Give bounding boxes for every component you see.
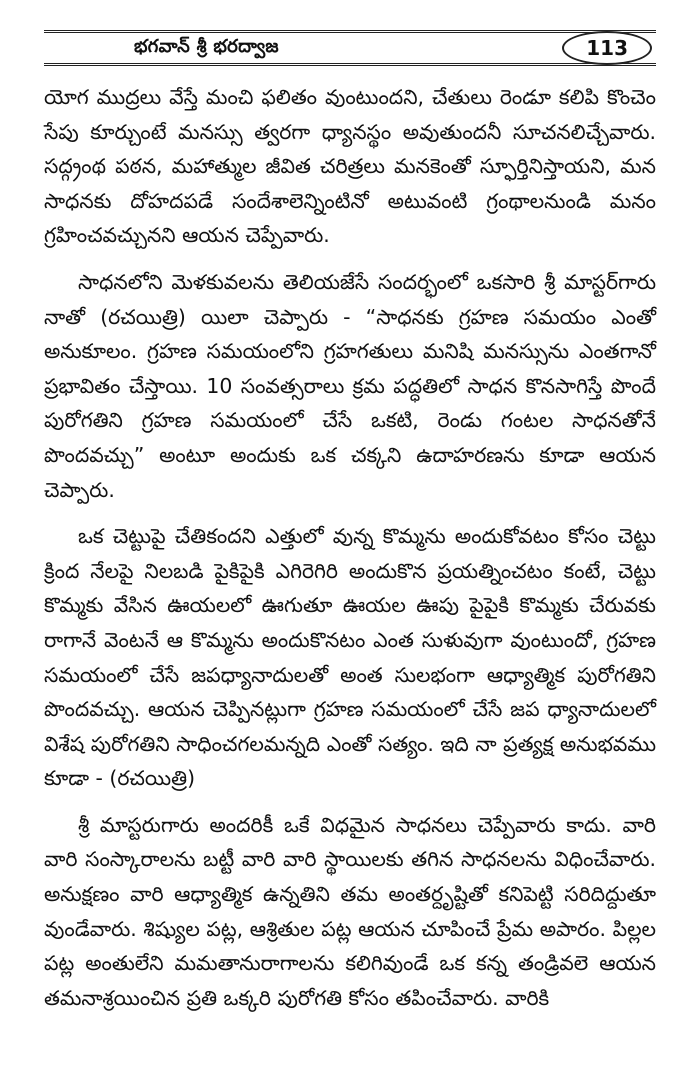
page-header xyxy=(44,30,656,66)
paragraph: శ్రీ మాస్టరుగారు అందరికీ ఒకే విధమైన సాధనలు చెప్పేవారు కాదు. వారి వారి సంస్కారాలను బట్టీ వారి వారి స్థాయిలకు తగిన సాధనలను విధించేవారు. అనుక్షణం వారి ఆధ్యాత్మిక ఉన్నతిని తమ అంతర్దృష్టితో కనిపెట్టి సరిదిద్దుతూ వుండేవారు. శిష్యుల పట్ల, ఆశ్రితుల పట్ల ఆయన చూపించే ప్రేమ అపారం. పిల్లల పట్ల అంతులేని మమతానురాగాలను కలిగివుండే ఒక కన్న తండ్రివలె ఆయన తమనాశ్రయించిన ప్రతి ఒక్కరి పురోగతి కోసం తపించేవారు. వారికి xyxy=(44,812,656,1010)
running-title: భగవాన్ శ్రీ భరద్వాజ xyxy=(134,36,279,57)
paragraph: యోగ ముద్రలు వేస్తే మంచి ఫలితం వుంటుందని, చేతులు రెండూ కలిపి కొంచెం సేపు కూర్చుంటే మనస్సు త్వరగా ధ్యానస్థం అవుతుందనీ సూచనలిచ్చేవారు. సద్గ్రంథ పఠన, మహాత్ముల జీవిత చరిత్రలు మనకెంతో స్ఫూర్తినిస్తాయని, మన సాధనకు దోహదపడే సందేశాలెన్నింటినో అటువంటి గ్రంథాలనుండి మనం గ్రహించవచ్చునని ఆయన చెప్పేవారు. xyxy=(44,85,656,248)
paragraph: ఒక చెట్టుపై చేతికందని ఎత్తులో వున్న కొమ్మను అందుకోవటం కోసం చెట్టు క్రింద నేలపై నిలబడి పైకిపైకి ఎగిరెగిరి అందుకొన ప్రయత్నించటం కంటే, చెట్టు కొమ్మకు వేసిన ఊయలలో ఊగుతూ ఊయల ఊపు పైపైకి కొమ్మకు చేరువకు రాగానే వెంటనే ఆ కొమ్మను అందుకొనటం ఎంత సుళువుగా వుంటుందో, గ్రహణ సమయంలో చేసే జపధ్యానాదులతో అంత సులభంగా ఆధ్యాత్మిక పురోగతిని పొందవచ్చు. ఆయన చెప్పినట్లుగా గ్రహణ సమయంలో చేసే జప ధ్యానాదులలో విశేష పురోగతిని సాధించగలమన్నది ఎంతో సత్యం. ఇది నా ప్రత్యక్ష అనుభవము కూడా - (రచయిత్రి) xyxy=(44,524,656,791)
paragraph: సాధనలోని మెళకువలను తెలియజేసే సందర్భంలో ఒకసారి శ్రీ మాస్టర్‌గారు నాతో (రచయిత్రి) యిలా చెప్పారు - “సాధనకు గ్రహణ సమయం ఎంతో అనుకూలం. గ్రహణ సమయంలోని గ్రహగతులు మనిషి మనస్సును ఎంతగానో ప్రభావితం చేస్తాయి. 10 సంవత్సరాలు క్రమ పద్ధతిలో సాధన కొనసాగిస్తే పొందే పురోగతిని గ్రహణ సమయంలో చేసే ఒకటి, రెండు గంటల సాధనతోనే పొందవచ్చు” అంటూ అందుకు ఒక చక్కని ఉదాహరణను కూడా ఆయన చెప్పారు. xyxy=(44,269,656,502)
page-number: 113 xyxy=(562,31,652,65)
body-text xyxy=(44,80,656,1015)
